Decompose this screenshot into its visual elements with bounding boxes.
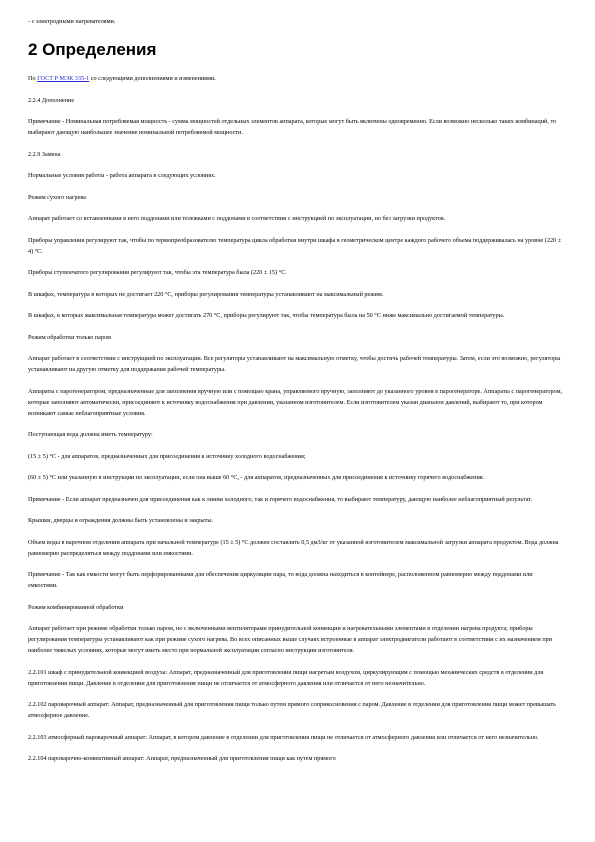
paragraph: Объем воды в варочном отделении аппарата при начальной температуре (15 ± 5) °С должен составлять 0,5 дм3/кг от указанной изготовителем максимальной загрузки аппарата продуктом. Вода должна равномерно распределяться между поддонами или емкостями. xyxy=(28,538,559,557)
paragraph: 2.2.102 пароварочный аппарат: Аппарат, предназначенный для приготовления пищи только путем прямого соприкосновения с паром. Давление в отделении для приготовления пищи может превышать атмосферное давление. xyxy=(28,701,556,719)
paragraph: Приборы управления регулируют так, чтобы по термопреобразователю температура цикла обработки внутри шкафа в геометрическом центре каждого рабочего объема поддерживалась на уровне (220 ± 4) °С. xyxy=(28,236,562,255)
paragraph: 2.2.101 шкаф с принудительной конвекцией воздуха: Аппарат, предназначенный для приготовления пищи нагретым воздухом, циркулирующим с помощью механических средств в отделении для приготовления пищи. Давление в отделении для приготовления пищи не отличается от атмосферного давления или отличается от него незначительно. xyxy=(28,668,544,687)
paragraph: Поступающая вода должна иметь температуру: xyxy=(28,431,153,438)
paragraph: Примечание - Номинальная потребляемая мощность - сумма мощностей отдельных элементов аппарата, которые могут быть включены одновременно. Если возможно несколько таких комбинаций, то выбирают дающую наибольшее значение номинальной потребляемой мощности. xyxy=(28,118,557,136)
intro-paragraph xyxy=(28,73,563,84)
paragraph: В шкафах, в которых максимальная температура может достигать 270 °С, приборы регулируют так, чтобы температура была на 50 °С ниже максимально достигаемой температуры. xyxy=(28,312,505,319)
paragraph: 2.2.9 Замена xyxy=(28,150,61,158)
paragraph: 2.2.4 Дополнение xyxy=(28,96,75,104)
paragraph: Нормальные условия работы - работа аппарата в следующих условиях. xyxy=(28,172,216,179)
paragraph: 2.2.104 пароварочно-конвективный аппарат: Аппарат, предназначенный для приготовления пищи как путем прямого xyxy=(28,755,336,762)
paragraph: Аппараты с парогенератором, предназначенные для заполнения вручную или с помощью крана, управляемого вручную, заполняют до указанного уровня в парогенераторе. Аппараты с парогенератором, которые заполняют автоматически, присоединяют к источнику водоснабжения при давлении, указанном изготовителем. Если изготовителем указан диапазон давлений, выбирают то, при котором возникают самые неблагоприятные условия. xyxy=(28,387,563,417)
body-text xyxy=(28,95,563,765)
paragraph: Примечание - Так как емкости могут быть перфорированными для обеспечения циркуляции пара, то вода должна находиться в контейнере, расположенном равномерно между поддонами или емкостями. xyxy=(28,571,533,589)
intro-prefix: По xyxy=(28,75,38,82)
paragraph: Режим обработки только паром xyxy=(28,333,111,341)
paragraph: Крышки, дверцы и ограждения должны быть установлены и закрыты. xyxy=(28,517,214,524)
paragraph: Аппарат работает в соответствии с инструкцией по эксплуатации. Все регуляторы устанавливают на максимальную отметку, чтобы достичь рабочей температуры. Затем, если это возможно, регуляторы устанавливают на другую отметку для поддержания рабочей температуры. xyxy=(28,355,561,373)
paragraph: Приборы ступенчатого регулирования регулируют так, чтобы эта температура была (220 ± 15) °С. xyxy=(28,269,287,276)
lead-line: - с электродными нагревателями. xyxy=(28,18,116,25)
paragraph: 2.2.103 атмосферный пароварочный аппарат: Аппарат, в котором давление в отделении для приготовления пищи не отличается от атмосферного давления или отличается от него незначительно. xyxy=(28,733,539,741)
paragraph: (15 ± 5) °С - для аппаратов, предназначенных для присоединения к источнику холодного водоснабжения; xyxy=(28,452,306,460)
paragraph: (60 ± 5) °С или указанную в инструкции по эксплуатации, если она выше 60 °С, - для аппаратов, предназначенных для присоединения к источнику горячего водоснабжения. xyxy=(28,474,485,481)
paragraph: В шкафах, температура в которых не достигает 220 °С, приборы регулирования температуры устанавливают на максимальный режим. xyxy=(28,290,384,298)
intro-suffix: со следующими дополнениями и изменениями. xyxy=(89,75,216,82)
gost-link[interactable]: ГОСТ Р МЭК 335-1 xyxy=(37,75,90,82)
paragraph: Аппарат работает при режиме обработки только паром, но с включенными вентиляторами принудительной конвекции и нагревательными элементами в отделении нагрева продукта; приборы регулирования температуры устанавливают как при режиме сухого нагрева. Во всех описанных выше случаях встроенные в аппарат электродвигатели работают в соответствии с их назначением при наиболее тяжелых условиях, которые могут иметь место при нормальной эксплуатации согласно инструкции изготовителя. xyxy=(28,625,553,654)
paragraph: Режим комбинированной обработки xyxy=(28,603,124,611)
paragraph: Аппарат работает со вставленными в него поддонами или тележками с поддонами в соответствии с инструкцией по эксплуатации, но без загрузки продуктов. xyxy=(28,215,446,222)
section-heading: 2 Определения xyxy=(28,40,157,59)
paragraph: Режим сухого нагрева xyxy=(28,193,86,201)
paragraph: Примечание - Если аппарат предназначен для присоединения как к линии холодного, так и горячего водоснабжения, то выбирают температуру, дающую наиболее неблагоприятный результат. xyxy=(28,495,533,503)
